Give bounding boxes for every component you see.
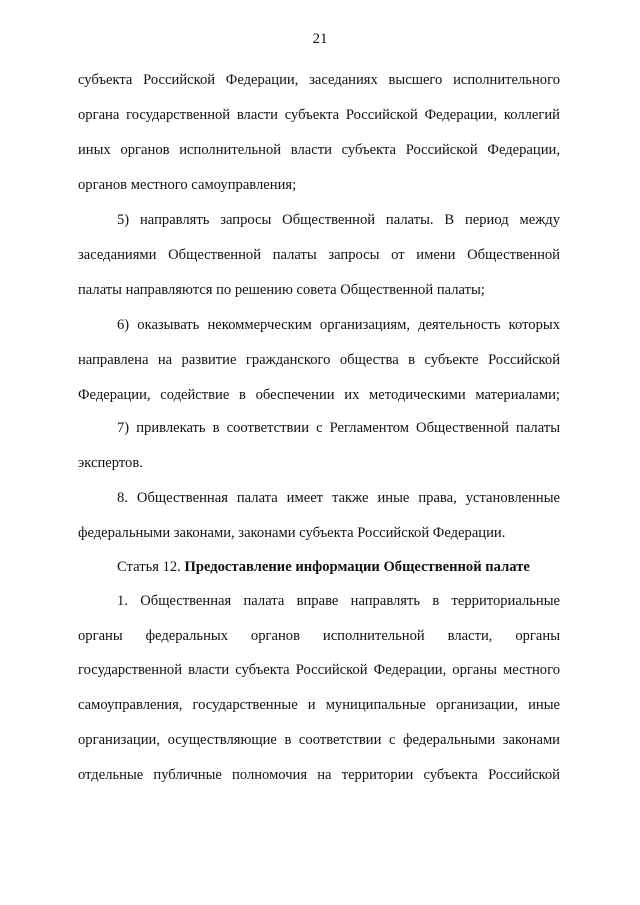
text-line: государственной власти субъекта Российской Федерации, органы местного <box>78 662 560 678</box>
text-line: органов местного самоуправления; <box>78 177 297 193</box>
text-line: 8. Общественная палата имеет также иные права, установленные <box>117 490 560 506</box>
text-line: заседаниями Общественной палаты запросы от имени Общественной <box>78 247 560 263</box>
text-line: органы федеральных органов исполнительной власти, органы <box>78 628 560 644</box>
text-line: 5) направлять запросы Общественной палаты. В период между <box>117 212 560 228</box>
text-line: органа государственной власти субъекта Российской Федерации, коллегий <box>78 107 560 123</box>
page-number: 21 <box>312 31 328 47</box>
text-line: палаты направляются по решению совета Общественной палаты; <box>78 282 485 298</box>
article-number: Статья 12. <box>117 559 185 575</box>
text-line: субъекта Российской Федерации, заседаниях высшего исполнительного <box>78 72 560 88</box>
text-line: федеральными законами, законами субъекта Российской Федерации. <box>78 525 506 541</box>
text-line: Федерации, содействие в обеспечении их методическими материалами; <box>78 387 560 403</box>
article-heading <box>117 558 560 576</box>
text-line: 7) привлекать в соответствии с Регламентом Общественной палаты <box>117 420 560 436</box>
text-line: 6) оказывать некоммерческим организациям, деятельность которых <box>117 317 560 333</box>
article-title: Предоставление информации Общественной палате <box>184 559 530 575</box>
text-line: экспертов. <box>78 455 143 471</box>
text-line: самоуправления, государственные и муниципальные организации, иные <box>78 697 560 713</box>
text-line: организации, осуществляющие в соответствии с федеральными законами <box>78 732 560 748</box>
text-line: 1. Общественная палата вправе направлять в территориальные <box>117 593 560 609</box>
text-line: иных органов исполнительной власти субъекта Российской Федерации, <box>78 142 560 158</box>
text-line: направлена на развитие гражданского общества в субъекте Российской <box>78 352 560 368</box>
text-line: отдельные публичные полномочия на территории субъекта Российской <box>78 767 560 783</box>
